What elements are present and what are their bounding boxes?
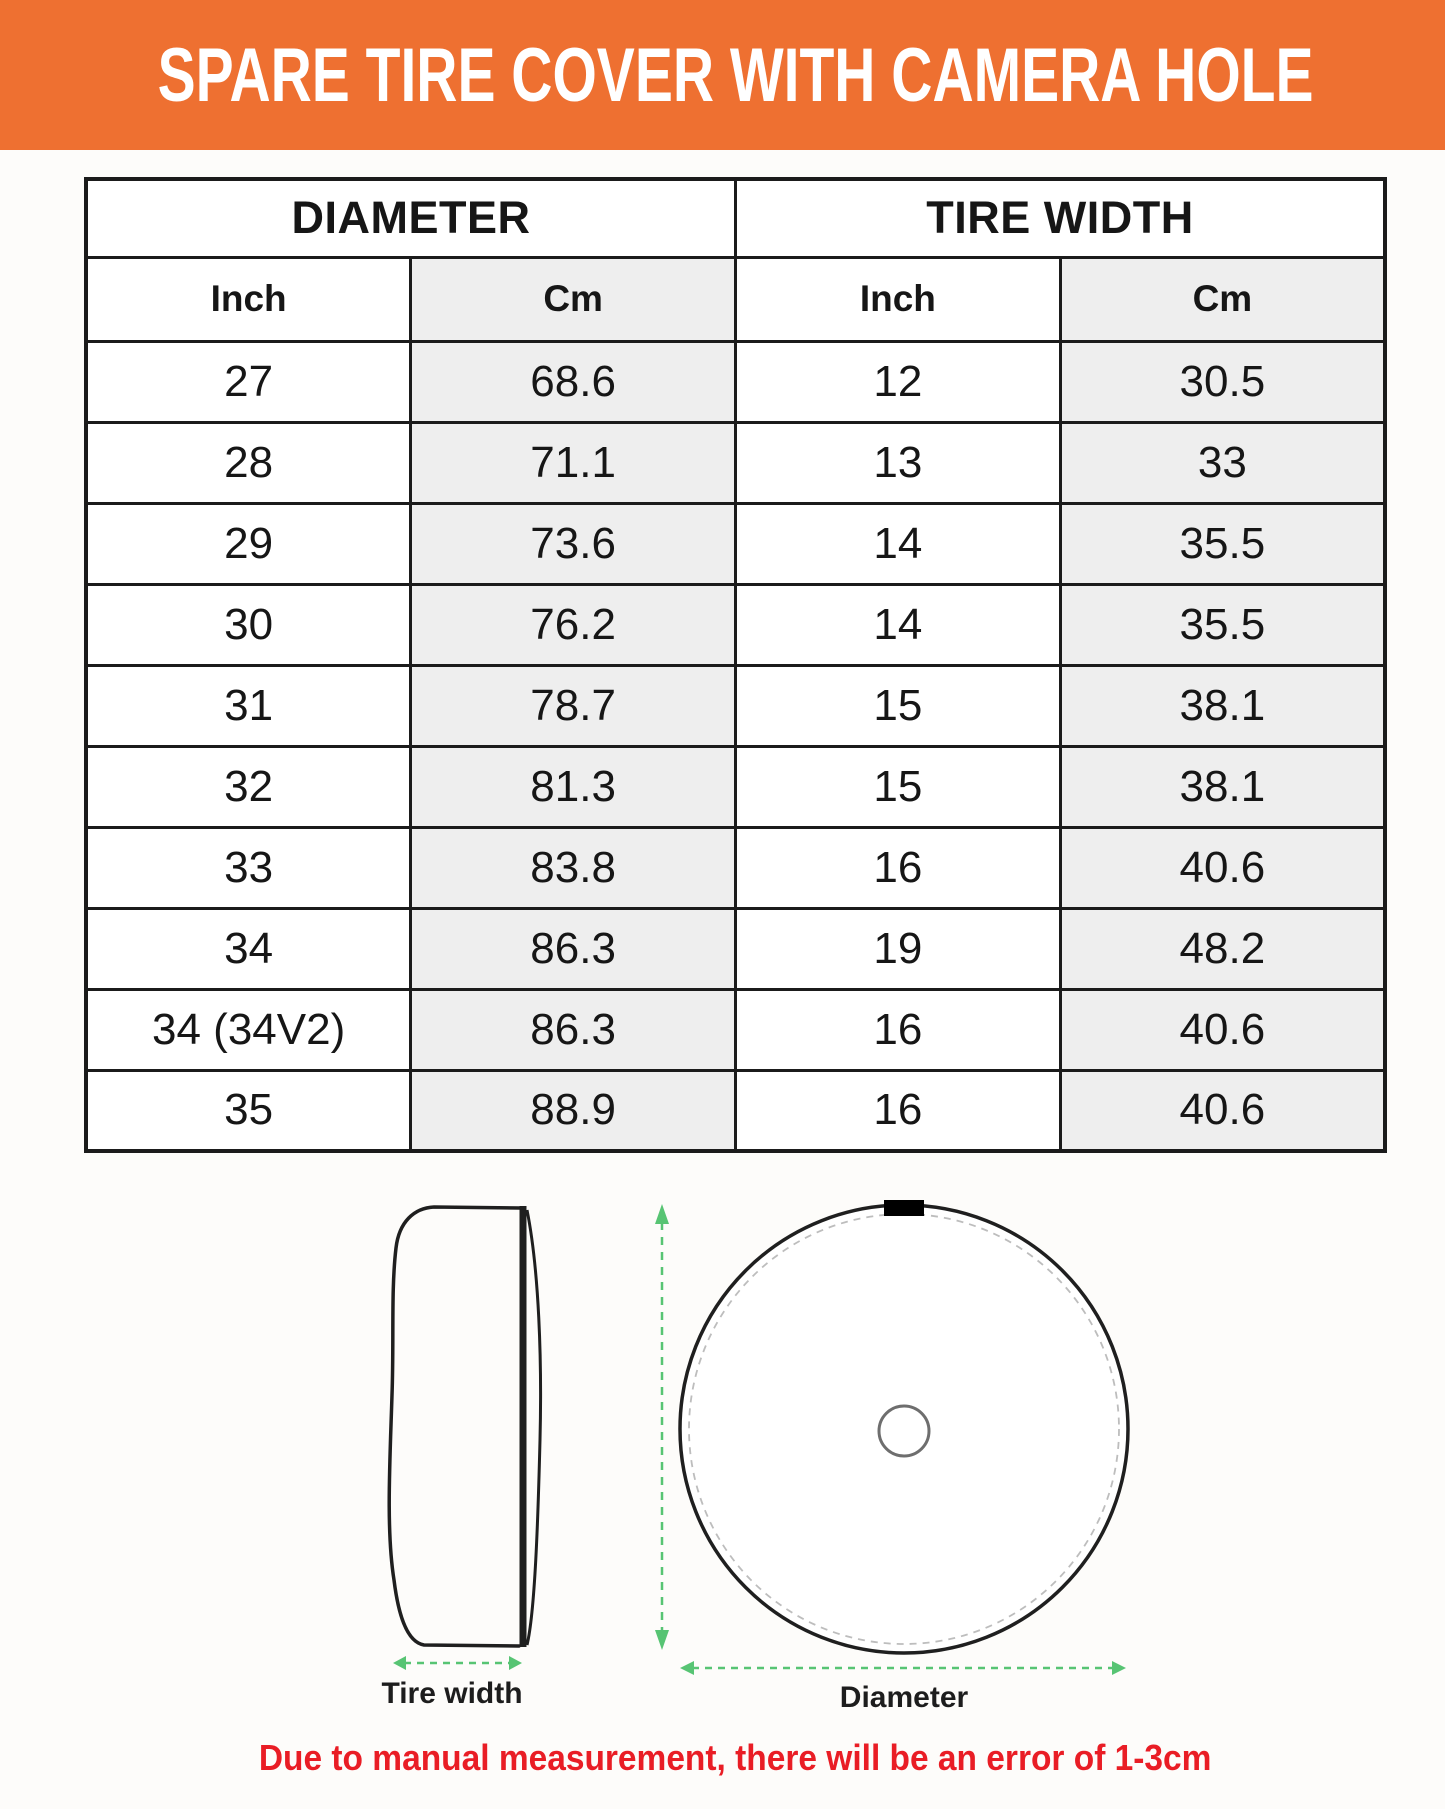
column-header-row — [86, 257, 1385, 341]
table-cell: 12 — [736, 341, 1061, 422]
table-cell: 30 — [86, 584, 411, 665]
table-cell: 16 — [736, 827, 1061, 908]
column-header-diameter-inch: Inch — [86, 257, 411, 341]
table-cell: 16 — [736, 989, 1061, 1070]
tire-front-view — [680, 1200, 1128, 1653]
page-title: SPARE TIRE COVER WITH CAMERA HOLE — [157, 32, 1314, 118]
table-cell: 14 — [736, 584, 1061, 665]
table-cell: 71.1 — [411, 422, 736, 503]
size-table — [84, 177, 1387, 1153]
table-row — [86, 503, 1385, 584]
group-header-row — [86, 179, 1385, 257]
tire-width-label: Tire width — [381, 1677, 523, 1710]
tire-side-view — [389, 1206, 540, 1647]
table-cell: 86.3 — [411, 908, 736, 989]
table-cell: 31 — [86, 665, 411, 746]
table-cell: 35.5 — [1060, 584, 1385, 665]
measurement-note-text: Due to manual measurement, there will be an error of 1-3cm — [259, 1737, 1212, 1778]
column-header-diameter-cm: Cm — [411, 257, 736, 341]
table-cell: 40.6 — [1060, 1070, 1385, 1151]
table-row — [86, 341, 1385, 422]
arrowhead-right-icon — [509, 1656, 522, 1670]
table-row — [86, 746, 1385, 827]
table-cell: 14 — [736, 503, 1061, 584]
table-cell: 15 — [736, 746, 1061, 827]
table-cell: 83.8 — [411, 827, 736, 908]
column-header-tirewidth-cm: Cm — [1060, 257, 1385, 341]
group-header-diameter: DIAMETER — [86, 179, 736, 257]
table-cell: 81.3 — [411, 746, 736, 827]
table-cell: 33 — [86, 827, 411, 908]
table-cell: 16 — [736, 1070, 1061, 1151]
table-cell: 68.6 — [411, 341, 736, 422]
table-cell: 28 — [86, 422, 411, 503]
tire-side-outline — [389, 1207, 520, 1646]
table-cell: 48.2 — [1060, 908, 1385, 989]
tire-width-arrow — [393, 1656, 522, 1670]
table-cell: 35 — [86, 1070, 411, 1151]
table-cell: 88.9 — [411, 1070, 736, 1151]
table-cell: 34 — [86, 908, 411, 989]
table-cell: 29 — [86, 503, 411, 584]
tire-measurement-diagram — [0, 1150, 1445, 1710]
table-cell: 38.1 — [1060, 746, 1385, 827]
table-cell: 19 — [736, 908, 1061, 989]
table-row — [86, 827, 1385, 908]
group-header-tire-width: TIRE WIDTH — [736, 179, 1386, 257]
arrowhead-down-icon — [655, 1630, 669, 1650]
column-header-tirewidth-inch: Inch — [736, 257, 1061, 341]
table-cell: 40.6 — [1060, 827, 1385, 908]
measurement-note — [0, 1728, 1445, 1788]
table-row — [86, 584, 1385, 665]
table-cell: 78.7 — [411, 665, 736, 746]
table-cell: 27 — [86, 341, 411, 422]
arrowhead-right-icon — [1112, 1661, 1126, 1675]
table-row — [86, 1070, 1385, 1151]
table-cell: 34 (34V2) — [86, 989, 411, 1070]
table-cell: 73.6 — [411, 503, 736, 584]
cover-top-marker — [884, 1200, 924, 1216]
table-row — [86, 989, 1385, 1070]
table-cell: 38.1 — [1060, 665, 1385, 746]
table-cell: 33 — [1060, 422, 1385, 503]
table-cell: 13 — [736, 422, 1061, 503]
table-cell: 30.5 — [1060, 341, 1385, 422]
title-banner — [0, 0, 1445, 150]
vertical-diameter-arrow — [655, 1204, 669, 1650]
arrowhead-up-icon — [655, 1204, 669, 1224]
diameter-arrow — [680, 1661, 1126, 1675]
table-cell: 40.6 — [1060, 989, 1385, 1070]
arrowhead-left-icon — [680, 1661, 694, 1675]
table-cell: 86.3 — [411, 989, 736, 1070]
table-cell: 35.5 — [1060, 503, 1385, 584]
table-row — [86, 665, 1385, 746]
camera-hole — [879, 1406, 929, 1456]
table-cell: 76.2 — [411, 584, 736, 665]
table-row — [86, 908, 1385, 989]
table-row — [86, 422, 1385, 503]
tire-sidewall-curve — [527, 1210, 541, 1645]
diameter-label: Diameter — [839, 1681, 969, 1710]
arrowhead-left-icon — [393, 1656, 406, 1670]
table-cell: 32 — [86, 746, 411, 827]
table-cell: 15 — [736, 665, 1061, 746]
